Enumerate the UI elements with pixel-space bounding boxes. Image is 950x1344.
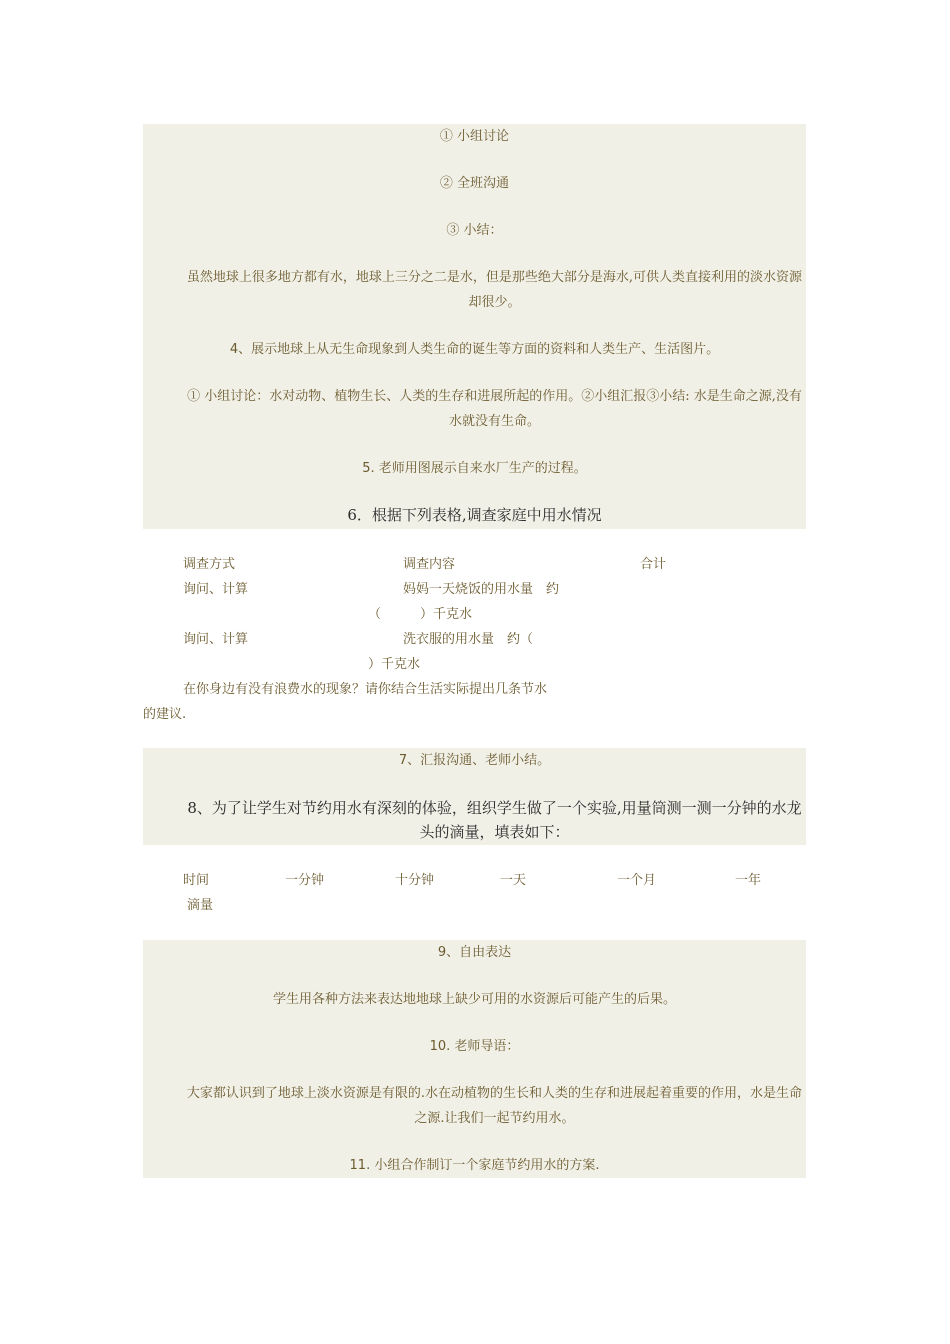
survey-row-2-content: 洗衣服的用水量 约（ — [403, 632, 534, 647]
step-class-communication: ② 全班沟通 — [439, 176, 510, 191]
step-4-discussion: ① 小组讨论：水对动物、植物生长、人类的生存和进展所起的作用。②小组汇报③小结: 水是生命之源,没有水就没有生命。 — [187, 389, 802, 429]
drip-header-time: 时间 — [183, 873, 210, 888]
step-4: 4、展示地球上从无生命现象到人类生命的诞生等方面的资料和人类生产、生活图片。 — [229, 342, 720, 357]
survey-row-1-content-cont: （ ）千克水 — [368, 607, 473, 622]
survey-question: 在你身边有没有浪费水的现象？请你结合生活实际提出几条节水 — [183, 682, 548, 697]
step-7: 7、汇报沟通、老师小结。 — [398, 753, 551, 768]
section-box-3 — [143, 940, 806, 1178]
survey-header-content: 调查内容 — [403, 557, 456, 572]
drip-header-one-month: 一个月 — [617, 873, 657, 888]
survey-header-method: 调查方式 — [183, 557, 236, 572]
survey-row-1-method: 询问、计算 — [183, 582, 249, 597]
step-11: 11. 小组合作制订一个家庭节约用水的方案. — [349, 1158, 600, 1173]
drip-header-one-day: 一天 — [500, 873, 527, 888]
step-group-discussion: ① 小组讨论 — [439, 129, 510, 144]
survey-header-total: 合计 — [640, 557, 667, 572]
drip-header-one-year: 一年 — [735, 873, 762, 888]
step-9: 9、自由表达 — [437, 945, 512, 960]
summary-paragraph: 虽然地球上很多地方都有水，地球上三分之二是水，但是那些绝大部分是海水,可供人类直接利用的淡水资源却很少。 — [186, 270, 803, 310]
drip-row-amount: 滴量 — [187, 898, 214, 913]
survey-row-2-method: 询问、计算 — [183, 632, 249, 647]
section-box-2 — [143, 748, 806, 845]
section-box-1 — [143, 124, 806, 529]
survey-row-1-content: 妈妈一天烧饭的用水量 约 — [403, 582, 560, 597]
survey-row-2-content-cont: ）千克水 — [368, 657, 421, 672]
step-10-text: 大家都认识到了地球上淡水资源是有限的.水在动植物的生长和人类的生存和进展起着重要的作用，水是生命之源.让我们一起节约用水。 — [186, 1086, 803, 1126]
step-9-text: 学生用各种方法来表达地地球上缺少可用的水资源后可能产生的后果。 — [272, 992, 676, 1007]
drip-header-ten-minutes: 十分钟 — [395, 873, 435, 888]
step-6-heading: 6．根据下列表格,调查家庭中用水情况 — [347, 506, 602, 524]
step-5: 5. 老师用图展示自来水厂生产的过程。 — [362, 461, 587, 476]
step-8-heading: 8、为了让学生对节约用水有深刻的体验，组织学生做了一个实验,用量筒测一测一分钟的水龙头的滴量，填表如下： — [187, 799, 802, 841]
step-10: 10. 老师导语： — [429, 1039, 520, 1054]
step-summary: ③ 小结： — [446, 223, 503, 238]
survey-question-cont: 的建议. — [143, 707, 187, 722]
drip-header-one-minute: 一分钟 — [285, 873, 325, 888]
